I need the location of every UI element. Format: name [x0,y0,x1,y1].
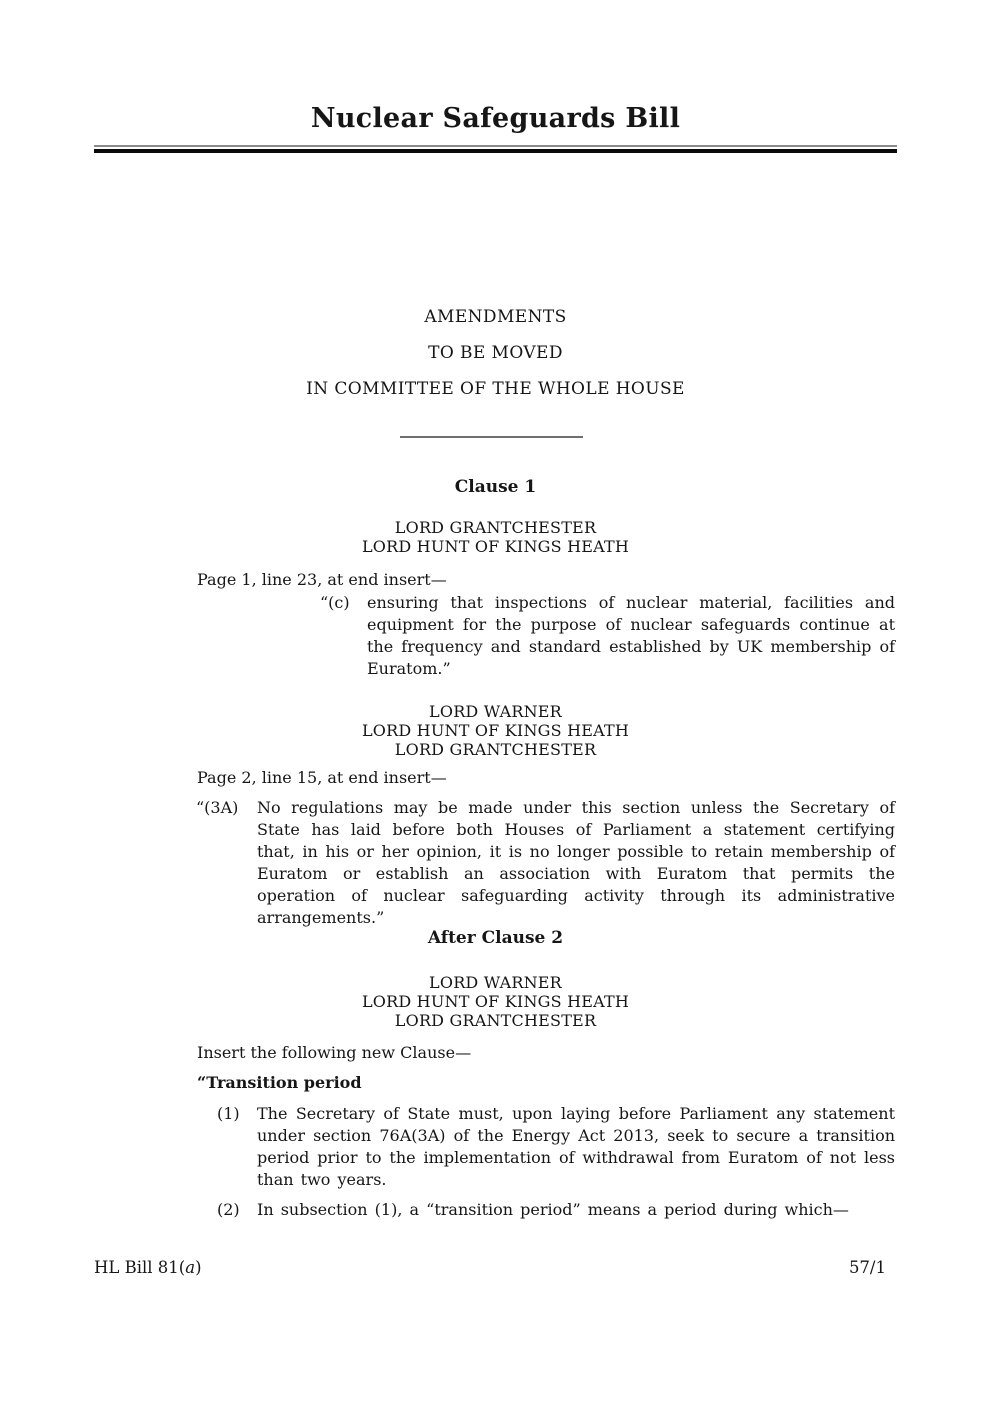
sponsor-name: LORD HUNT OF KINGS HEATH [361,721,630,740]
amendment-2-sponsors [0,702,991,759]
new-clause-subsection-1 [217,1103,895,1191]
footer-bill-number [94,1258,202,1277]
bill-title: Nuclear Safeguards Bill [310,103,681,134]
after-clause-2-heading: After Clause 2 [427,928,564,948]
sponsor-name: LORD GRANTCHESTER [394,1011,597,1030]
footer-page-ref: 57/1 [848,1258,886,1277]
amendment-2-paragraph [196,797,895,929]
new-clause-title: “Transition period [197,1073,362,1092]
heading-amendments: AMENDMENTS [424,307,567,327]
sponsor-name: LORD HUNT OF KINGS HEATH [361,537,630,556]
title-double-rule [94,145,897,153]
sponsor-name: LORD WARNER [429,702,562,721]
amendment-1-instruction: Page 1, line 23, at end insert— [197,570,447,589]
footer-bill-italic: a [185,1258,196,1277]
section-separator-rule [400,436,583,438]
amendment-2-instruction: Page 2, line 15, at end insert— [197,768,447,787]
paragraph-label: (2) [217,1200,240,1219]
footer-bill-suffix: ) [195,1258,202,1277]
paragraph-text: No regulations may be made under this section unless the Secretary of State has laid before both Houses of Parliament a statement certifying that, in his or her opinion, it is no longer possible to retain membership of Euratom or establish an association with Euratom that permits the operation of nuclear safeguarding activity through its administrative arrangements.” [257,798,895,927]
paragraph-text: In subsection (1), a “transition period” means a period during which— [257,1200,849,1219]
title-rule-thin [94,145,897,147]
footer-bill-prefix: HL Bill 81( [94,1258,186,1277]
clause-1-sponsors [0,518,991,556]
new-clause-instruction: Insert the following new Clause— [197,1043,472,1062]
sponsor-name: LORD WARNER [429,973,562,992]
heading-committee: IN COMMITTEE OF THE WHOLE HOUSE [306,379,685,399]
paragraph-label: (1) [217,1104,240,1123]
title-rule-thick [94,149,897,153]
heading-to-be-moved: TO BE MOVED [428,343,563,363]
paragraph-text: ensuring that inspections of nuclear material, facilities and equipment for the purpose of nuclear safeguards continue at the frequency and standard established by UK membership of Euratom.” [367,593,895,678]
paragraph-label: “(3A) [196,798,239,817]
sponsor-name: LORD HUNT OF KINGS HEATH [361,992,630,1011]
amendment-1-paragraph [320,592,895,680]
amendments-heading-block [0,308,991,416]
sponsor-name: LORD GRANTCHESTER [394,740,597,759]
clause-1-heading: Clause 1 [454,477,537,497]
new-clause-subsection-2 [217,1199,895,1221]
paragraph-text: The Secretary of State must, upon laying before Parliament any statement under section 76A(3A) of the Energy Act 2013, seek to secure a transition period prior to the implementation of withdrawal from Euratom of not less than two years. [257,1104,895,1189]
after-clause-2-sponsors [0,973,991,1030]
page-footer [94,1258,886,1277]
sponsor-name: LORD GRANTCHESTER [394,518,597,537]
paragraph-label: “(c) [320,593,350,612]
